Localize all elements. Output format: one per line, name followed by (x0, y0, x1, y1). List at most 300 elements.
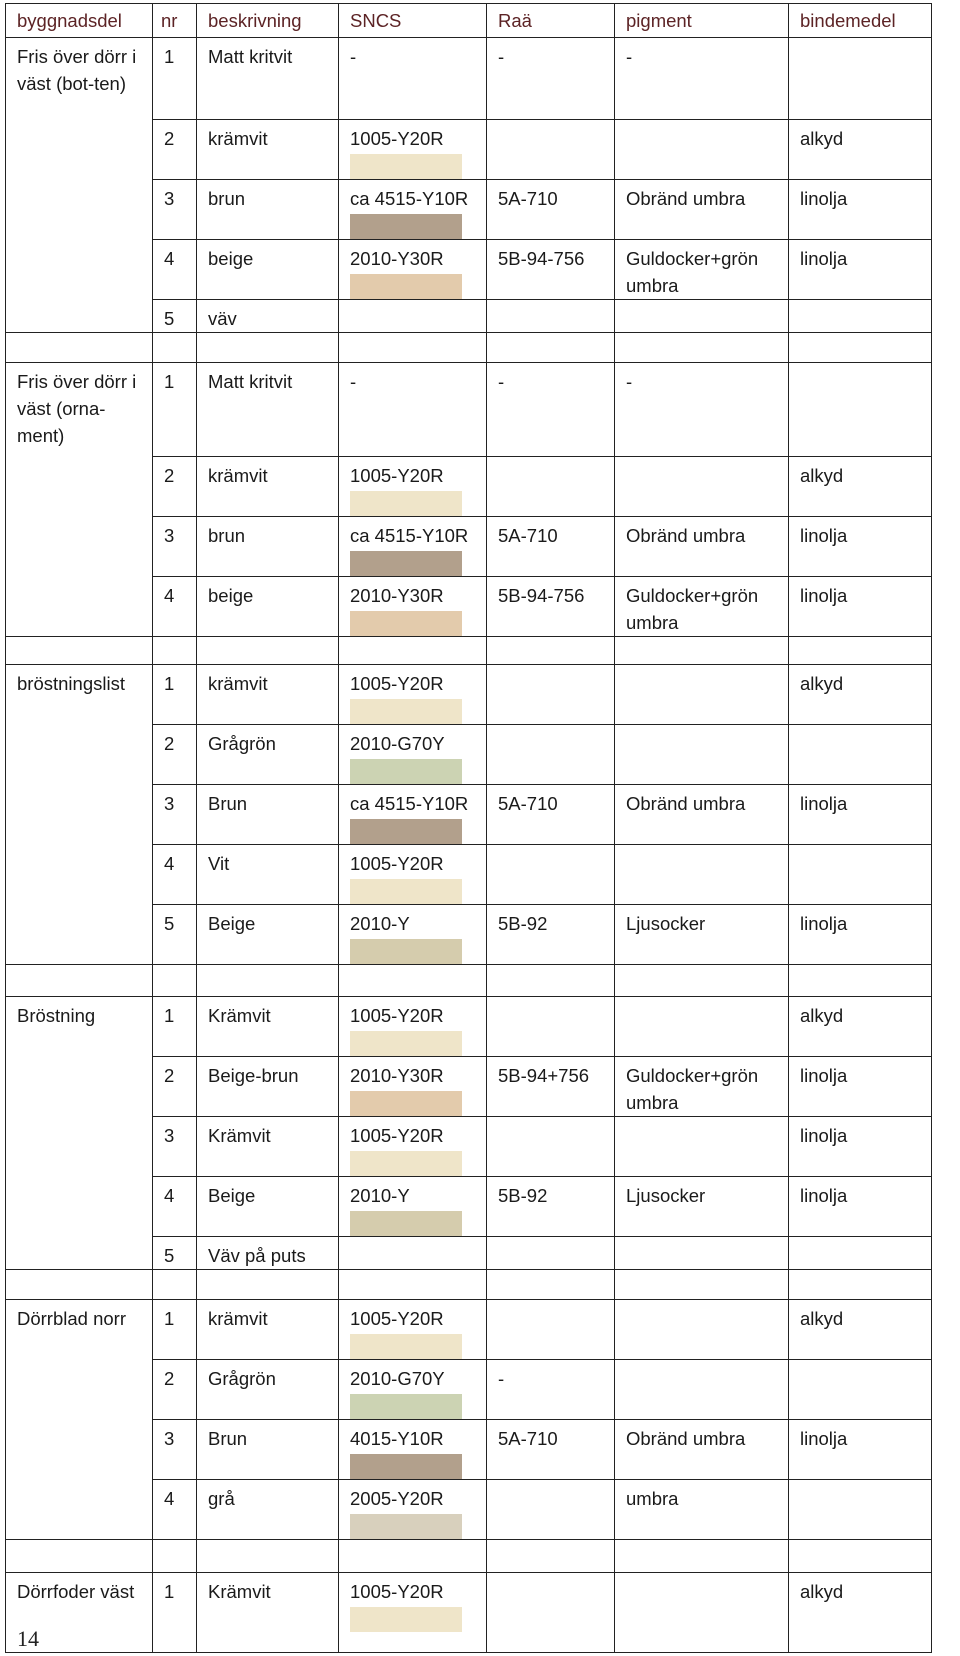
raa-text: 5B-94-756 (498, 585, 585, 606)
description-cell (197, 725, 339, 785)
raa-text: 5B-94-756 (498, 248, 585, 269)
binder-cell (789, 1573, 932, 1653)
raa-text: - (498, 1368, 505, 1389)
description-cell (197, 1237, 339, 1270)
pigment-cell (615, 1177, 789, 1237)
empty-cell (197, 965, 339, 997)
sncs-text: 2005-Y20R (350, 1488, 444, 1509)
binder-text: linolja (800, 1185, 848, 1206)
empty-cell (487, 1270, 615, 1300)
nr-cell: 1 (153, 1573, 197, 1653)
sncs-cell (339, 38, 487, 120)
description-cell (197, 1300, 339, 1360)
pigment-cell (615, 1420, 789, 1480)
empty-cell (487, 637, 615, 665)
pigment-cell (615, 1117, 789, 1177)
sncs-text: 4015-Y10R (350, 1428, 444, 1449)
pigment-cell (615, 457, 789, 517)
sncs-cell (339, 363, 487, 457)
empty-cell (153, 333, 197, 363)
description-text: beige (208, 248, 254, 269)
raa-cell (487, 845, 615, 905)
nr-cell: 3 (153, 1420, 197, 1480)
raa-cell (487, 665, 615, 725)
binder-text: alkyd (800, 1581, 844, 1602)
pigment-cell (615, 997, 789, 1057)
description-text: Matt kritvit (208, 371, 293, 392)
description-cell (197, 180, 339, 240)
sncs-cell (339, 1117, 487, 1177)
table-body (6, 38, 932, 1653)
raa-cell (487, 1057, 615, 1117)
description-text: Beige-brun (208, 1065, 299, 1086)
nr-cell: 1 (153, 1300, 197, 1360)
sncs-text: 1005-Y20R (350, 128, 444, 149)
nr-cell: 2 (153, 1360, 197, 1420)
description-text: brun (208, 525, 246, 546)
description-text: Brun (208, 793, 248, 814)
color-swatch (350, 1031, 462, 1056)
sncs-cell (339, 1237, 487, 1270)
empty-cell (197, 1540, 339, 1573)
column-header: bindemedel (789, 4, 932, 38)
column-header: nr (153, 4, 197, 38)
table-row (6, 1300, 932, 1360)
description-cell (197, 1480, 339, 1540)
sncs-text: 1005-Y20R (350, 1125, 444, 1146)
sncs-cell (339, 1177, 487, 1237)
raa-cell (487, 1420, 615, 1480)
building-part-cell: Dörrblad norr (6, 1300, 153, 1540)
empty-cell (789, 333, 932, 363)
sncs-cell (339, 725, 487, 785)
binder-cell (789, 577, 932, 637)
binder-cell (789, 1420, 932, 1480)
raa-cell (487, 1480, 615, 1540)
building-part-cell: Dörrfoder väst (6, 1573, 153, 1653)
pigment-cell (615, 1237, 789, 1270)
pigment-text: Obränd umbra (626, 525, 746, 546)
description-cell (197, 1420, 339, 1480)
nr-cell: 2 (153, 725, 197, 785)
building-part-cell: Fris över dörr i väst (orna-ment) (6, 363, 153, 637)
empty-cell (197, 1270, 339, 1300)
color-swatch (350, 759, 462, 784)
pigment-text: Obränd umbra (626, 188, 746, 209)
description-text: Beige (208, 1185, 256, 1206)
binder-cell (789, 240, 932, 300)
binder-text: linolja (800, 1065, 848, 1086)
pigment-cell (615, 180, 789, 240)
spacer-row (6, 1540, 932, 1573)
nr-cell: 4 (153, 1480, 197, 1540)
binder-cell (789, 457, 932, 517)
description-text: Beige (208, 913, 256, 934)
pigment-text: Guldocker+grön umbra (626, 248, 759, 296)
description-cell (197, 300, 339, 333)
paint-layer-table (5, 3, 932, 1653)
color-swatch (350, 1454, 462, 1479)
raa-text: 5B-94+756 (498, 1065, 590, 1086)
raa-cell (487, 577, 615, 637)
empty-cell (615, 637, 789, 665)
sncs-cell (339, 457, 487, 517)
color-swatch (350, 611, 462, 636)
column-header: Raä (487, 4, 615, 38)
binder-text: linolja (800, 1428, 848, 1449)
description-cell (197, 457, 339, 517)
spacer-row (6, 637, 932, 665)
binder-text: alkyd (800, 128, 844, 149)
description-cell (197, 517, 339, 577)
building-part-cell: bröstningslist (6, 665, 153, 965)
description-cell (197, 1177, 339, 1237)
raa-cell (487, 300, 615, 333)
sncs-cell (339, 665, 487, 725)
raa-text: - (498, 371, 505, 392)
binder-cell (789, 120, 932, 180)
empty-cell (789, 1540, 932, 1573)
empty-cell (487, 1540, 615, 1573)
binder-cell (789, 1300, 932, 1360)
sncs-text: 2010-G70Y (350, 1368, 445, 1389)
description-text: krämvit (208, 128, 268, 149)
description-cell (197, 577, 339, 637)
empty-cell (339, 637, 487, 665)
pigment-cell (615, 1480, 789, 1540)
sncs-cell (339, 180, 487, 240)
color-swatch (350, 819, 462, 844)
sncs-cell (339, 1360, 487, 1420)
pigment-cell (615, 665, 789, 725)
table-row (6, 38, 932, 120)
empty-cell (153, 1540, 197, 1573)
raa-cell (487, 517, 615, 577)
sncs-text: ca 4515-Y10R (350, 188, 469, 209)
description-text: Vit (208, 853, 230, 874)
empty-cell (339, 1540, 487, 1573)
pigment-text: Guldocker+grön umbra (626, 1065, 759, 1113)
nr-cell: 2 (153, 457, 197, 517)
binder-cell (789, 180, 932, 240)
empty-cell (153, 1270, 197, 1300)
sncs-text: 2010-Y30R (350, 585, 444, 606)
color-swatch (350, 1514, 462, 1539)
spacer-row (6, 965, 932, 997)
nr-cell: 5 (153, 300, 197, 333)
nr-cell: 4 (153, 1177, 197, 1237)
binder-text: alkyd (800, 673, 844, 694)
description-text: Krämvit (208, 1581, 271, 1602)
binder-cell (789, 725, 932, 785)
raa-cell (487, 905, 615, 965)
raa-cell (487, 1237, 615, 1270)
binder-text: linolja (800, 793, 848, 814)
sncs-text: 2010-G70Y (350, 733, 445, 754)
sncs-cell (339, 1300, 487, 1360)
raa-cell (487, 120, 615, 180)
binder-cell (789, 1480, 932, 1540)
sncs-cell (339, 1057, 487, 1117)
binder-cell (789, 517, 932, 577)
pigment-text: Obränd umbra (626, 1428, 746, 1449)
color-swatch (350, 699, 462, 724)
header-row (6, 4, 932, 38)
pigment-cell (615, 845, 789, 905)
pigment-cell (615, 300, 789, 333)
binder-cell (789, 997, 932, 1057)
building-part-cell: Bröstning (6, 997, 153, 1270)
description-cell (197, 363, 339, 457)
description-cell (197, 845, 339, 905)
empty-cell (487, 333, 615, 363)
sncs-text: ca 4515-Y10R (350, 525, 469, 546)
empty-cell (487, 965, 615, 997)
empty-cell (153, 965, 197, 997)
sncs-cell (339, 997, 487, 1057)
description-cell (197, 38, 339, 120)
pigment-cell (615, 1573, 789, 1653)
empty-cell (615, 965, 789, 997)
sncs-cell (339, 577, 487, 637)
binder-cell (789, 300, 932, 333)
pigment-cell (615, 1300, 789, 1360)
sncs-cell (339, 905, 487, 965)
raa-text: 5A-710 (498, 1428, 558, 1449)
column-header: beskrivning (197, 4, 339, 38)
pigment-cell (615, 1057, 789, 1117)
sncs-text: 1005-Y20R (350, 853, 444, 874)
sncs-text: 2010-Y30R (350, 1065, 444, 1086)
color-swatch (350, 1211, 462, 1236)
binder-text: alkyd (800, 1005, 844, 1026)
sncs-cell (339, 300, 487, 333)
raa-cell (487, 1117, 615, 1177)
binder-text: linolja (800, 585, 848, 606)
nr-cell: 3 (153, 785, 197, 845)
nr-cell: 2 (153, 1057, 197, 1117)
table-row (6, 665, 932, 725)
raa-cell (487, 1177, 615, 1237)
nr-cell: 1 (153, 363, 197, 457)
sncs-cell (339, 785, 487, 845)
color-swatch (350, 1607, 462, 1632)
pigment-text: - (626, 371, 633, 392)
raa-cell (487, 363, 615, 457)
binder-text: linolja (800, 188, 848, 209)
sncs-text: 1005-Y20R (350, 1005, 444, 1026)
raa-cell (487, 38, 615, 120)
column-header: SNCS (339, 4, 487, 38)
column-header: byggnadsdel (6, 4, 153, 38)
raa-cell (487, 180, 615, 240)
description-text: Grågrön (208, 733, 276, 754)
empty-cell (339, 333, 487, 363)
binder-text: linolja (800, 913, 848, 934)
raa-cell (487, 725, 615, 785)
description-text: Krämvit (208, 1125, 271, 1146)
description-cell (197, 120, 339, 180)
pigment-cell (615, 240, 789, 300)
description-text: Grågrön (208, 1368, 276, 1389)
empty-cell (339, 1270, 487, 1300)
description-cell (197, 905, 339, 965)
spacer-row (6, 333, 932, 363)
color-swatch (350, 1151, 462, 1176)
description-cell (197, 997, 339, 1057)
table-row (6, 1573, 932, 1653)
description-text: Väv på puts (208, 1245, 306, 1266)
column-header: pigment (615, 4, 789, 38)
description-text: väv (208, 308, 237, 329)
binder-text: linolja (800, 1125, 848, 1146)
nr-cell: 5 (153, 1237, 197, 1270)
pigment-cell (615, 785, 789, 845)
pigment-cell (615, 38, 789, 120)
color-swatch (350, 214, 462, 239)
empty-cell (789, 965, 932, 997)
nr-cell: 4 (153, 577, 197, 637)
pigment-text: umbra (626, 1488, 679, 1509)
pigment-text: Ljusocker (626, 913, 706, 934)
empty-cell (153, 637, 197, 665)
nr-cell: 5 (153, 905, 197, 965)
binder-cell (789, 845, 932, 905)
color-swatch (350, 274, 462, 299)
table-row (6, 363, 932, 457)
sncs-text: 1005-Y20R (350, 465, 444, 486)
empty-cell (615, 1540, 789, 1573)
sncs-text: 1005-Y20R (350, 673, 444, 694)
raa-text: - (498, 46, 505, 67)
raa-text: 5B-92 (498, 913, 548, 934)
nr-cell: 3 (153, 1117, 197, 1177)
sncs-text: - (350, 371, 357, 392)
sncs-text: 2010-Y (350, 913, 410, 934)
spacer-row (6, 1270, 932, 1300)
pigment-cell (615, 905, 789, 965)
pigment-cell (615, 577, 789, 637)
empty-cell (6, 637, 153, 665)
pigment-text: Obränd umbra (626, 793, 746, 814)
color-swatch (350, 154, 462, 179)
color-swatch (350, 1091, 462, 1116)
empty-cell (789, 1270, 932, 1300)
binder-cell (789, 1117, 932, 1177)
description-cell (197, 240, 339, 300)
raa-text: 5A-710 (498, 188, 558, 209)
binder-text: alkyd (800, 1308, 844, 1329)
empty-cell (615, 333, 789, 363)
pigment-cell (615, 517, 789, 577)
sncs-cell (339, 845, 487, 905)
raa-text: 5A-710 (498, 525, 558, 546)
description-cell (197, 1573, 339, 1653)
description-cell (197, 1360, 339, 1420)
raa-cell (487, 997, 615, 1057)
binder-cell (789, 665, 932, 725)
pigment-cell (615, 363, 789, 457)
raa-cell (487, 1300, 615, 1360)
empty-cell (6, 1540, 153, 1573)
page-number: 14 (17, 1626, 39, 1651)
raa-text: 5A-710 (498, 793, 558, 814)
nr-cell: 1 (153, 38, 197, 120)
empty-cell (6, 965, 153, 997)
nr-cell: 1 (153, 665, 197, 725)
binder-cell (789, 1237, 932, 1270)
binder-text: linolja (800, 248, 848, 269)
description-text: Matt kritvit (208, 46, 293, 67)
table-row (6, 997, 932, 1057)
nr-cell: 4 (153, 240, 197, 300)
empty-cell (6, 333, 153, 363)
sncs-cell (339, 1573, 487, 1653)
description-cell (197, 1057, 339, 1117)
empty-cell (789, 637, 932, 665)
sncs-cell (339, 1420, 487, 1480)
sncs-cell (339, 240, 487, 300)
empty-cell (197, 637, 339, 665)
sncs-text: 1005-Y20R (350, 1581, 444, 1602)
empty-cell (197, 333, 339, 363)
description-text: krämvit (208, 465, 268, 486)
nr-cell: 2 (153, 120, 197, 180)
color-swatch (350, 1334, 462, 1359)
description-cell (197, 1117, 339, 1177)
binder-cell (789, 785, 932, 845)
nr-cell: 4 (153, 845, 197, 905)
description-text: krämvit (208, 1308, 268, 1329)
description-text: grå (208, 1488, 235, 1509)
empty-cell (339, 965, 487, 997)
sncs-text: 1005-Y20R (350, 1308, 444, 1329)
sncs-text: 2010-Y30R (350, 248, 444, 269)
color-swatch (350, 939, 462, 964)
raa-cell (487, 240, 615, 300)
binder-cell (789, 905, 932, 965)
color-swatch (350, 1394, 462, 1419)
raa-cell (487, 1360, 615, 1420)
description-cell (197, 665, 339, 725)
sncs-text: 2010-Y (350, 1185, 410, 1206)
description-text: Krämvit (208, 1005, 271, 1026)
description-cell (197, 785, 339, 845)
raa-text: 5B-92 (498, 1185, 548, 1206)
binder-text: linolja (800, 525, 848, 546)
raa-cell (487, 1573, 615, 1653)
description-text: beige (208, 585, 254, 606)
nr-cell: 3 (153, 180, 197, 240)
binder-text: alkyd (800, 465, 844, 486)
sncs-cell (339, 517, 487, 577)
description-text: brun (208, 188, 246, 209)
building-part-cell: Fris över dörr i väst (bot-ten) (6, 38, 153, 333)
binder-cell (789, 38, 932, 120)
pigment-text: Guldocker+grön umbra (626, 585, 759, 633)
nr-cell: 3 (153, 517, 197, 577)
pigment-text: - (626, 46, 633, 67)
color-swatch (350, 491, 462, 516)
binder-cell (789, 1177, 932, 1237)
binder-cell (789, 1360, 932, 1420)
color-swatch (350, 879, 462, 904)
empty-cell (615, 1270, 789, 1300)
raa-cell (487, 785, 615, 845)
pigment-text: Ljusocker (626, 1185, 706, 1206)
raa-cell (487, 457, 615, 517)
pigment-cell (615, 120, 789, 180)
